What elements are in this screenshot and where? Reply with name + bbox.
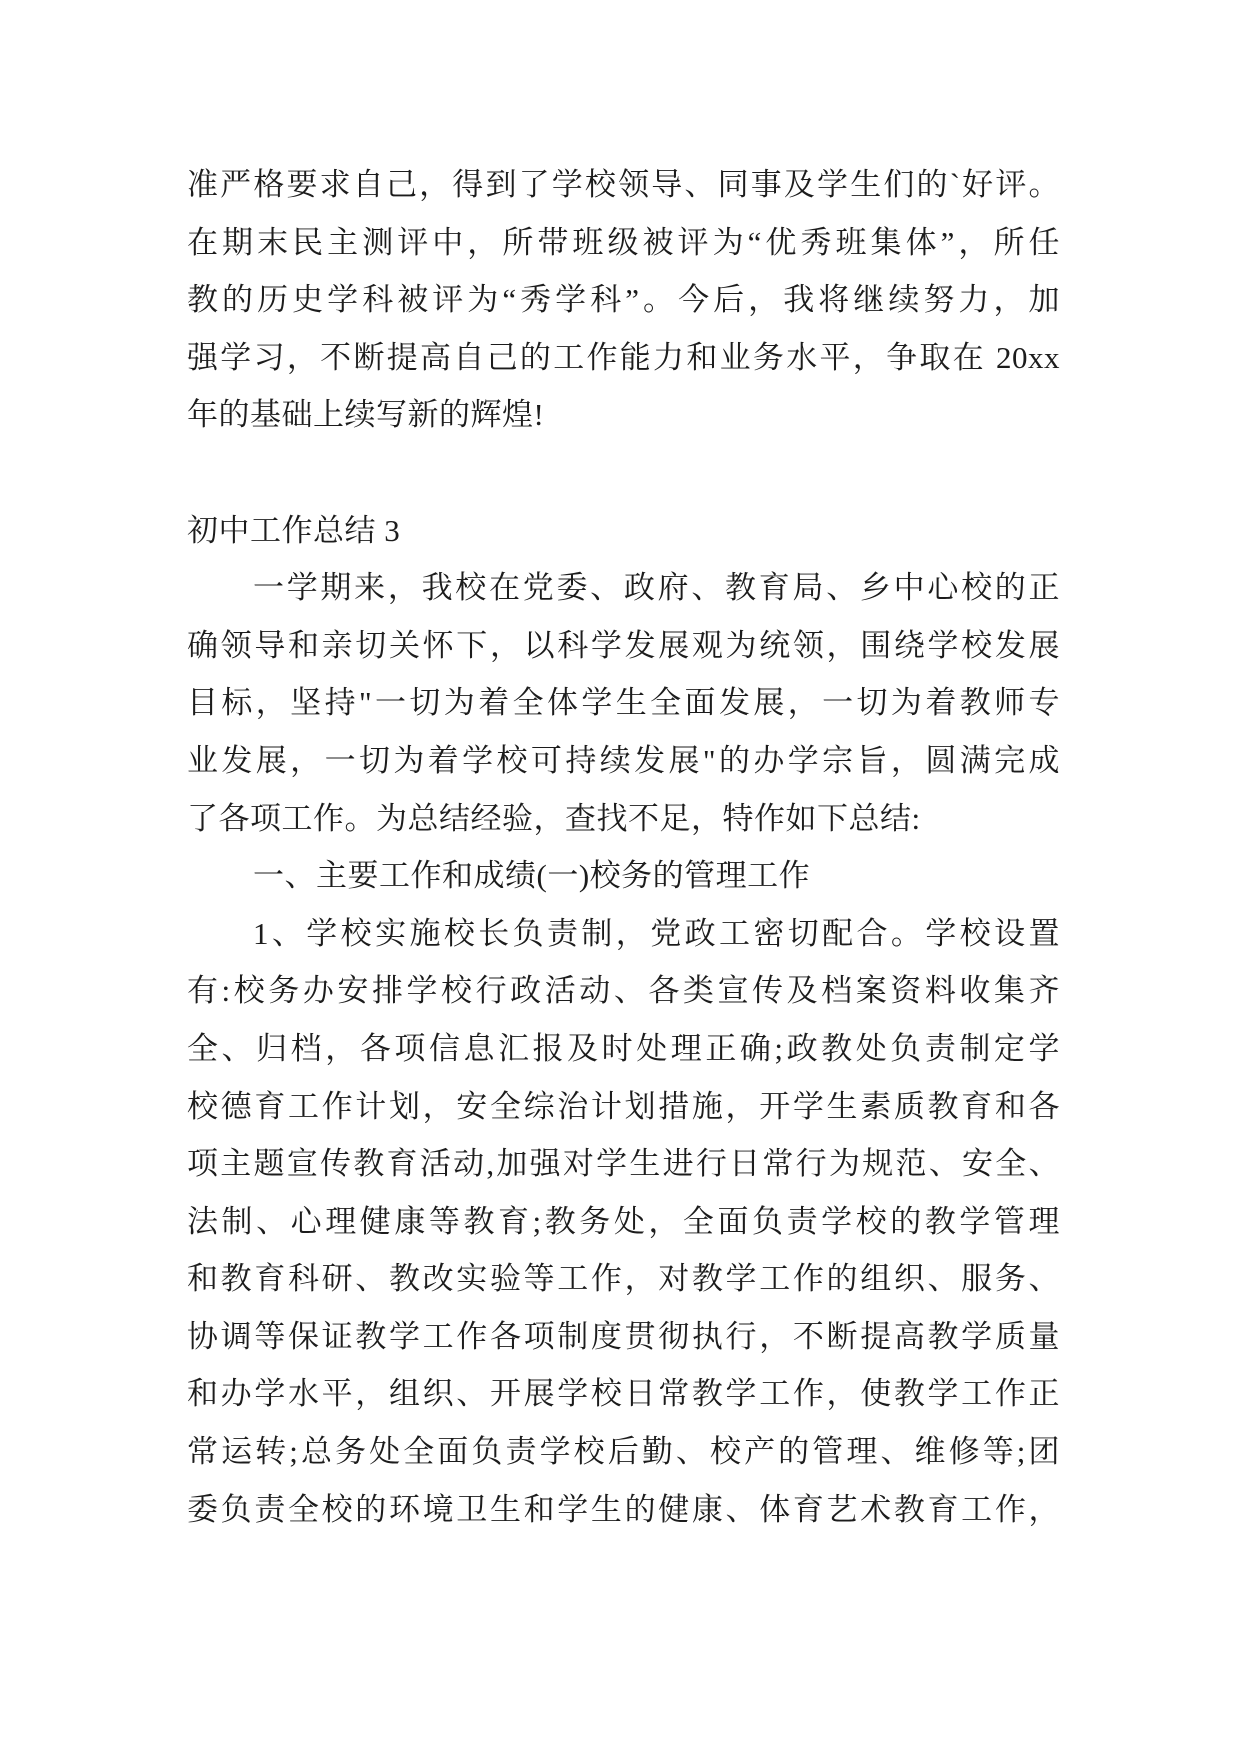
text-line: 校德育工作计划，安全综治计划措施，开学生素质教育和各 — [187, 1088, 1060, 1124]
text-line: 一学期来，我校在党委、政府、教育局、乡中心校的正 — [253, 570, 1060, 606]
text-line — [187, 444, 1060, 502]
text-line: 目标，坚持"一切为着全体学生全面发展，一切为着教师专 — [187, 685, 1060, 721]
text-line: 年的基础上续写新的辉煌! — [187, 397, 545, 433]
text-line: 确领导和亲切关怀下，以科学发展观为统领，围绕学校发展 — [187, 627, 1060, 663]
text-line: 准严格要求自己，得到了学校领导、同事及学生们的`好评。 — [187, 167, 1060, 202]
paragraph-semester-intro — [187, 559, 1060, 847]
blank-line — [187, 444, 1060, 502]
text-line: 全、归档，各项信息汇报及时处理正确;政教处负责制定学 — [187, 1030, 1060, 1066]
document-text-body — [187, 156, 1060, 1538]
text-line: 和办学水平，组织、开展学校日常教学工作，使教学工作正 — [187, 1376, 1060, 1412]
text-line: 和教育科研、教改实验等工作，对教学工作的组织、服务、 — [187, 1261, 1060, 1297]
text-line: 教的历史学科被评为“秀学科”。今后，我将继续努力，加 — [187, 282, 1060, 318]
text-line: 业发展，一切为着学校可持续发展"的办学宗旨，圆满完成 — [187, 742, 1060, 778]
text-line: 一、主要工作和成绩(一)校务的管理工作 — [253, 858, 811, 894]
paragraph-previous-summary-continuation — [187, 156, 1060, 444]
text-line: 了各项工作。为总结经验，查找不足，特作如下总结: — [187, 800, 921, 836]
paragraph-main-work-title — [187, 847, 1060, 905]
text-line: 1、学校实施校长负责制，党政工密切配合。学校设置 — [253, 915, 1060, 951]
text-line: 初中工作总结 3 — [187, 512, 401, 548]
paragraph-item-1-school-management — [187, 905, 1060, 1539]
section-heading — [187, 502, 1060, 560]
text-line: 有:校务办安排学校行政活动、各类宣传及档案资料收集齐 — [187, 973, 1060, 1009]
text-line: 委负责全校的环境卫生和学生的健康、体育艺术教育工作， — [187, 1491, 1060, 1527]
text-line: 协调等保证教学工作各项制度贯彻执行，不断提高教学质量 — [187, 1318, 1060, 1354]
text-line: 常运转;总务处全面负责学校后勤、校产的管理、维修等;团 — [187, 1434, 1060, 1470]
text-line: 项主题宣传教育活动,加强对学生进行日常行为规范、安全、 — [187, 1146, 1060, 1182]
text-line: 强学习，不断提高自己的工作能力和业务水平，争取在 20xx — [187, 339, 1060, 375]
text-line: 在期末民主测评中，所带班级被评为“优秀班集体”，所任 — [187, 224, 1060, 260]
text-line: 法制、心理健康等教育;教务处，全面负责学校的教学管理 — [187, 1203, 1060, 1239]
